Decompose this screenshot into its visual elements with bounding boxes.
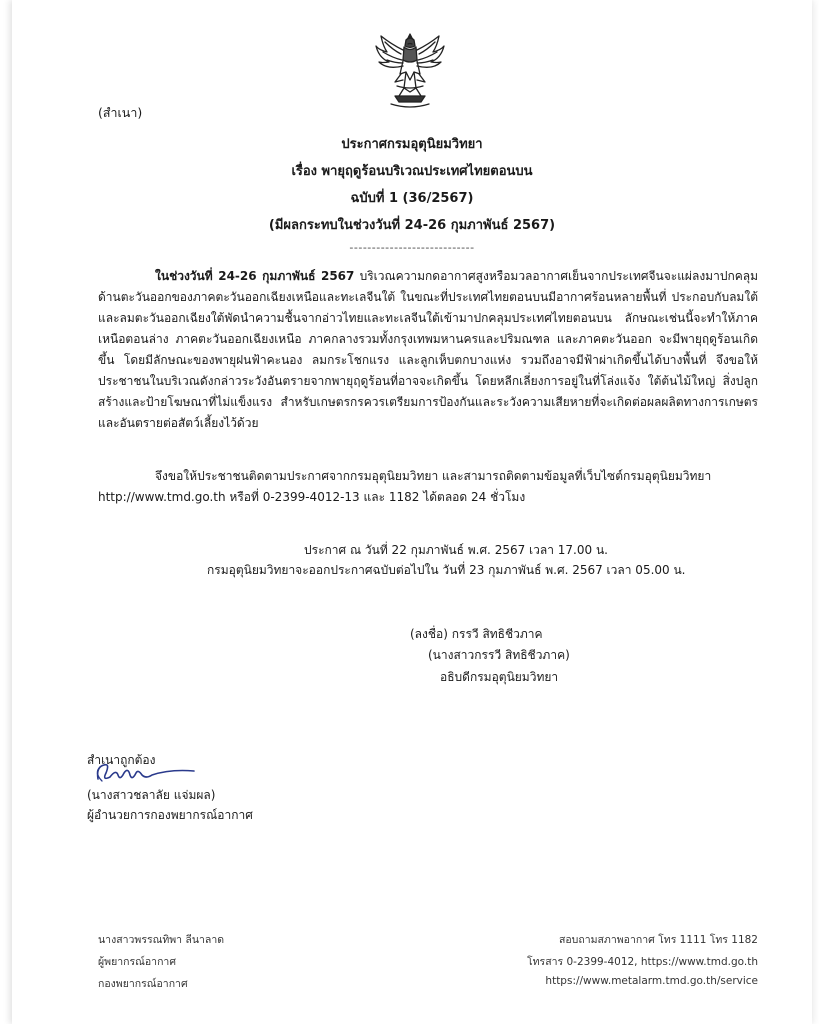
certifier-title: ผู้อำนวยการกองพยากรณ์อากาศ	[87, 808, 253, 822]
document-page	[12, 0, 812, 1024]
body-paragraph-1	[98, 266, 758, 434]
issued-datetime: ประกาศ ณ วันที่ 22 กุมภาพันธ์ พ.ศ. 2567 เวลา 17.00 น.	[304, 543, 608, 557]
signatory-signed-line: (ลงชื่อ) กรรวี สิทธิชีวภาค	[410, 627, 543, 641]
body-paragraph-2: จึงขอให้ประชาชนติดตามประกาศจากกรมอุตุนิยมวิทยา และสามารถติดตามข้อมูลที่เว็บไซต์กรมอุตุนิยมวิทยา http://www.tmd.go.th หรือที่ 0-2399-4012-13 และ 1182 ได้ตลอด 24 ชั่วโมง	[98, 469, 712, 504]
next-issue-notice: กรมอุตุนิยมวิทยาจะออกประกาศฉบับต่อไปใน วันที่ 23 กุมภาพันธ์ พ.ศ. 2567 เวลา 05.00 น.	[207, 563, 686, 577]
signatory-name: (นางสาวกรรวี สิทธิชีวภาค)	[428, 648, 570, 662]
separator-line: ----------------------------	[349, 241, 475, 254]
announcement-effective-period: (มีผลกระทบในช่วงวันที่ 24-26 กุมภาพันธ์ 2567)	[268, 218, 556, 233]
footer-service-link: https://www.metalarm.tmd.go.th/service	[545, 975, 758, 987]
signatory-title: อธิบดีกรมอุตุนิยมวิทยา	[440, 670, 559, 684]
footer-fax-website: โทรสาร 0-2399-4012, https://www.tmd.go.th	[527, 956, 758, 968]
footer-hotline: สอบถามสภาพอากาศ โทร 1111 โทร 1182	[558, 934, 758, 946]
garuda-emblem-icon	[373, 30, 447, 112]
handwritten-signature	[90, 757, 200, 787]
footer-division: กองพยากรณ์อากาศ	[98, 978, 188, 990]
paragraph-lead: ในช่วงวันที่ 24-26 กุมภาพันธ์ 2567	[155, 269, 355, 283]
announcement-title: ประกาศกรมอุตุนิยมวิทยา	[341, 137, 483, 152]
announcement-subject: เรื่อง พายุฤดูร้อนบริเวณประเทศไทยตอนบน	[291, 164, 533, 179]
footer-forecaster-position: ผู้พยากรณ์อากาศ	[98, 956, 176, 968]
certifier-name: (นางสาวชลาลัย แจ่มผล)	[87, 788, 216, 802]
certified-copy-label: สำเนาถูกต้อง	[87, 753, 156, 767]
paragraph-body: บริเวณความกดอากาศสูงหรือมวลอากาศเย็นจากประเทศจีนจะแผ่ลงมาปกคลุมด้านตะวันออกของภาคตะวันออกเฉียงเหนือและทะเลจีนใต้ ในขณะที่ประเทศไทยตอนบนมีอากาศร้อนหลายพื้นที่ ประกอบกับลมใต้และลมตะวันออกเฉียงใต้พัดนำความชื้นจากอ่าวไทยและทะเลจีนใต้เข้ามาปกคลุมประเทศไทยตอนบน ลักษณะเช่นนี้จะทำให้ภาคเหนือตอนล่าง ภาคตะวันออกเฉียงเหนือ ภาคกลางรวมทั้งกรุงเทพมหานครและปริมณฑล และภาคตะวันออก จะมีพายุฤดูร้อนเกิดขึ้น โดยมีลักษณะของพายุฝนฟ้าคะนอง ลมกระโชกแรง และลูกเห็บตกบางแห่ง รวมถึงอาจมีฟ้าผ่าเกิดขึ้นได้บางพื้นที่ จึงขอให้ประชาชนในบริเวณดังกล่าวระวังอันตรายจากพายุฤดูร้อนที่อาจจะเกิดขึ้น โดยหลีกเลี่ยงการอยู่ในที่โล่งแจ้ง ใต้ต้นไม้ใหญ่ สิ่งปลูกสร้างและป้ายโฆษณาที่ไม่แข็งแรง สำหรับเกษตรกรควรเตรียมการป้องกันและระวังความเสียหายที่จะเกิดต่อผลผลิตทางการเกษตรและอันตรายต่อสัตว์เลี้ยงไว้ด้วย	[98, 269, 758, 430]
copy-mark: (สำเนา)	[98, 105, 143, 120]
footer-forecaster-name: นางสาวพรรณทิพา ลีนาลาด	[98, 934, 225, 946]
announcement-number: ฉบับที่ 1 (36/2567)	[350, 191, 474, 206]
